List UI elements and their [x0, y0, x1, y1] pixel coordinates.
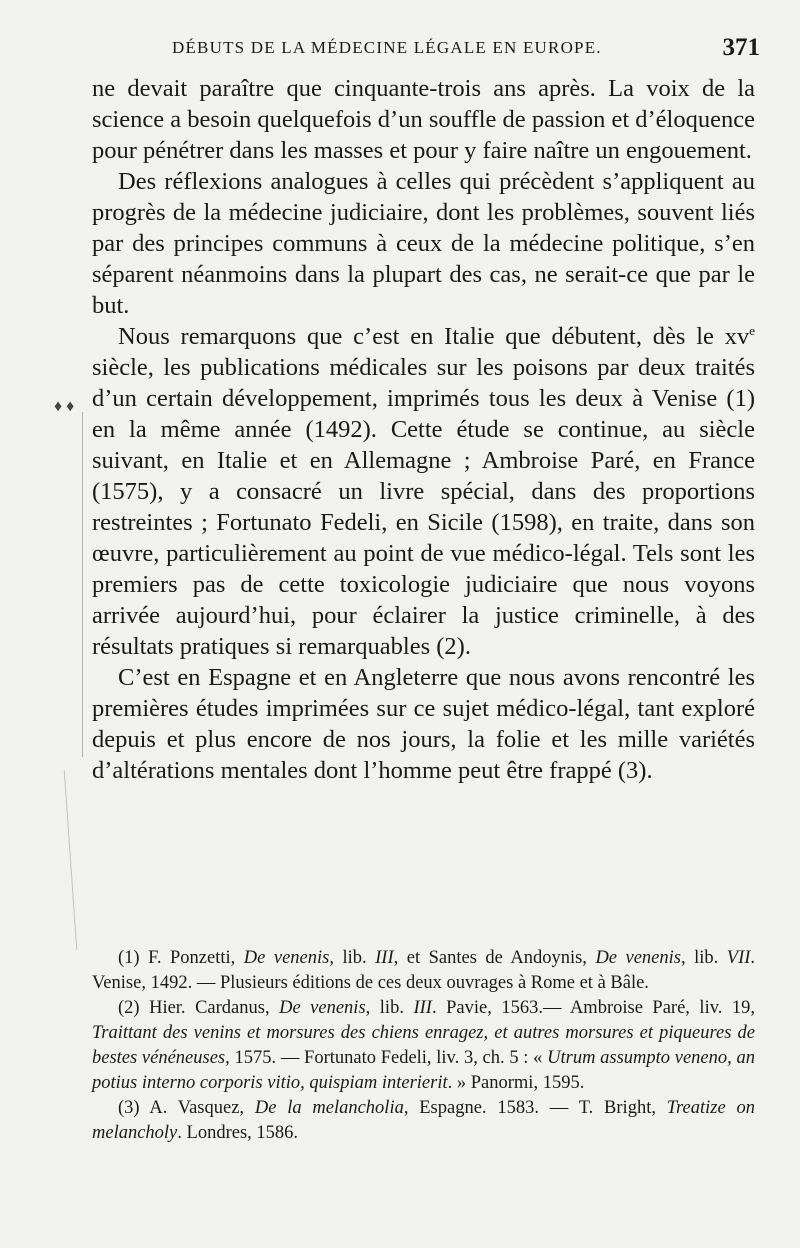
footnote-2-text: (2) Hier. Cardanus,: [118, 998, 280, 1018]
footnote-3: [92, 1096, 755, 1146]
footnote-2-text: . Pavie, 1563.— Ambroise Paré, liv. 19,: [431, 998, 756, 1018]
paragraph-italie: [92, 321, 755, 662]
footnote-1-book: III: [375, 948, 394, 968]
footnote-1-title: De venenis: [243, 948, 330, 968]
footnote-1-title: De venenis: [595, 948, 681, 968]
footnote-1-text: . Venise, 1492. — Plusieurs éditions de ces deux ouvrages à Rome et à Bâle.: [92, 948, 756, 993]
footnote-2-text: . » Panormi, 1595.: [447, 1073, 585, 1093]
footnote-1-text: (1) F. Ponzetti,: [118, 948, 244, 968]
paragraph-reflexions: Des réflexions analogues à celles qui précèdent s’appliquent au progrès de la médecine judiciaire, dont les problèmes, souvent liés par des principes communs à ceux de la médecine politique, s’en séparent néanmoins dans la plupart des cas, ne serait-ce que par le but.: [92, 168, 755, 319]
footnote-3-title: Treatize on melancholy: [92, 1098, 755, 1143]
paragraph-continuation: ne devait paraître que cinquante-trois ans après. La voix de la science a besoin quelquefois d’un souffle de passion et d’éloquence pour pénétrer dans les masses et pour y faire naître un engouement.: [92, 75, 755, 164]
margin-pencil-line-lower: [64, 770, 81, 950]
footnote-2-quote: Utrum assumpto veneno, an potius interno corporis vitio, quispiam interierit: [92, 1048, 755, 1093]
footnote-3-text: (3) A. Vasquez,: [118, 1098, 255, 1118]
footnote-2-text: , 1575. — Fortunato Fedeli, liv. 3, ch. 5 : «: [225, 1048, 548, 1068]
margin-annotation: ♦ ♦: [54, 398, 75, 415]
footnote-2-book: III: [413, 998, 432, 1018]
footnotes: [92, 946, 755, 1146]
footnote-1-text: , lib.: [329, 948, 376, 968]
page-number: 371: [722, 34, 760, 61]
paragraph-italie-start: Nous remarquons que c’est en Italie que débutent, dès le xv: [118, 323, 750, 350]
running-head: [100, 34, 760, 68]
footnote-1-text: , lib.: [681, 948, 727, 968]
footnote-2-text: , lib.: [365, 998, 414, 1018]
footnote-1-book: VII: [726, 948, 751, 968]
century-superscript: e: [749, 322, 755, 338]
footnote-2-title: De venenis: [279, 998, 366, 1018]
footnote-2-title: Traittant des venins et morsures des chiens enragez, et autres morsures et piqueures de bestes vénéneuses: [92, 1023, 755, 1068]
body-text: [92, 73, 755, 786]
paragraph-italie-rest: siècle, les publications médicales sur les poisons par deux traités d’un certain développement, imprimés tous les deux à Venise (1) en la même année (1492). Cette étude se continue, au siècle suivant, en Italie et en Allemagne ; Ambroise Paré, en France (1575), y a consacré un livre spécial, dans des proportions restreintes ; Fortunato Fedeli, en Sicile (1598), en traite, dans son œuvre, particulièrement au point de vue médico-légal. Tels sont les premiers pas de cette toxicologie judiciaire que nous voyons arrivée aujourd’hui, pour éclairer la justice criminelle, à des résultats pratiques si remarquables (2).: [92, 354, 755, 660]
margin-pencil-line: [82, 412, 86, 757]
footnote-3-text: , Espagne. 1583. — T. Bright,: [403, 1098, 667, 1118]
footnote-2: [92, 996, 755, 1096]
footnote-3-text: . Londres, 1586.: [177, 1123, 299, 1143]
footnote-1: [92, 946, 755, 996]
footnote-3-title: De la melancholia: [254, 1098, 404, 1118]
paragraph-espagne: C’est en Espagne et en Angleterre que nous avons rencontré les premières études imprimées sur ce sujet médico-légal, tant exploré depuis et plus encore de nos jours, la folie et les mille variétés d’altérations mentales dont l’homme peut être frappé (3).: [92, 664, 755, 784]
footnote-1-text: , et Santes de Andoynis,: [393, 948, 596, 968]
running-title: DÉBUTS DE LA MÉDECINE LÉGALE EN EUROPE.: [172, 38, 602, 57]
